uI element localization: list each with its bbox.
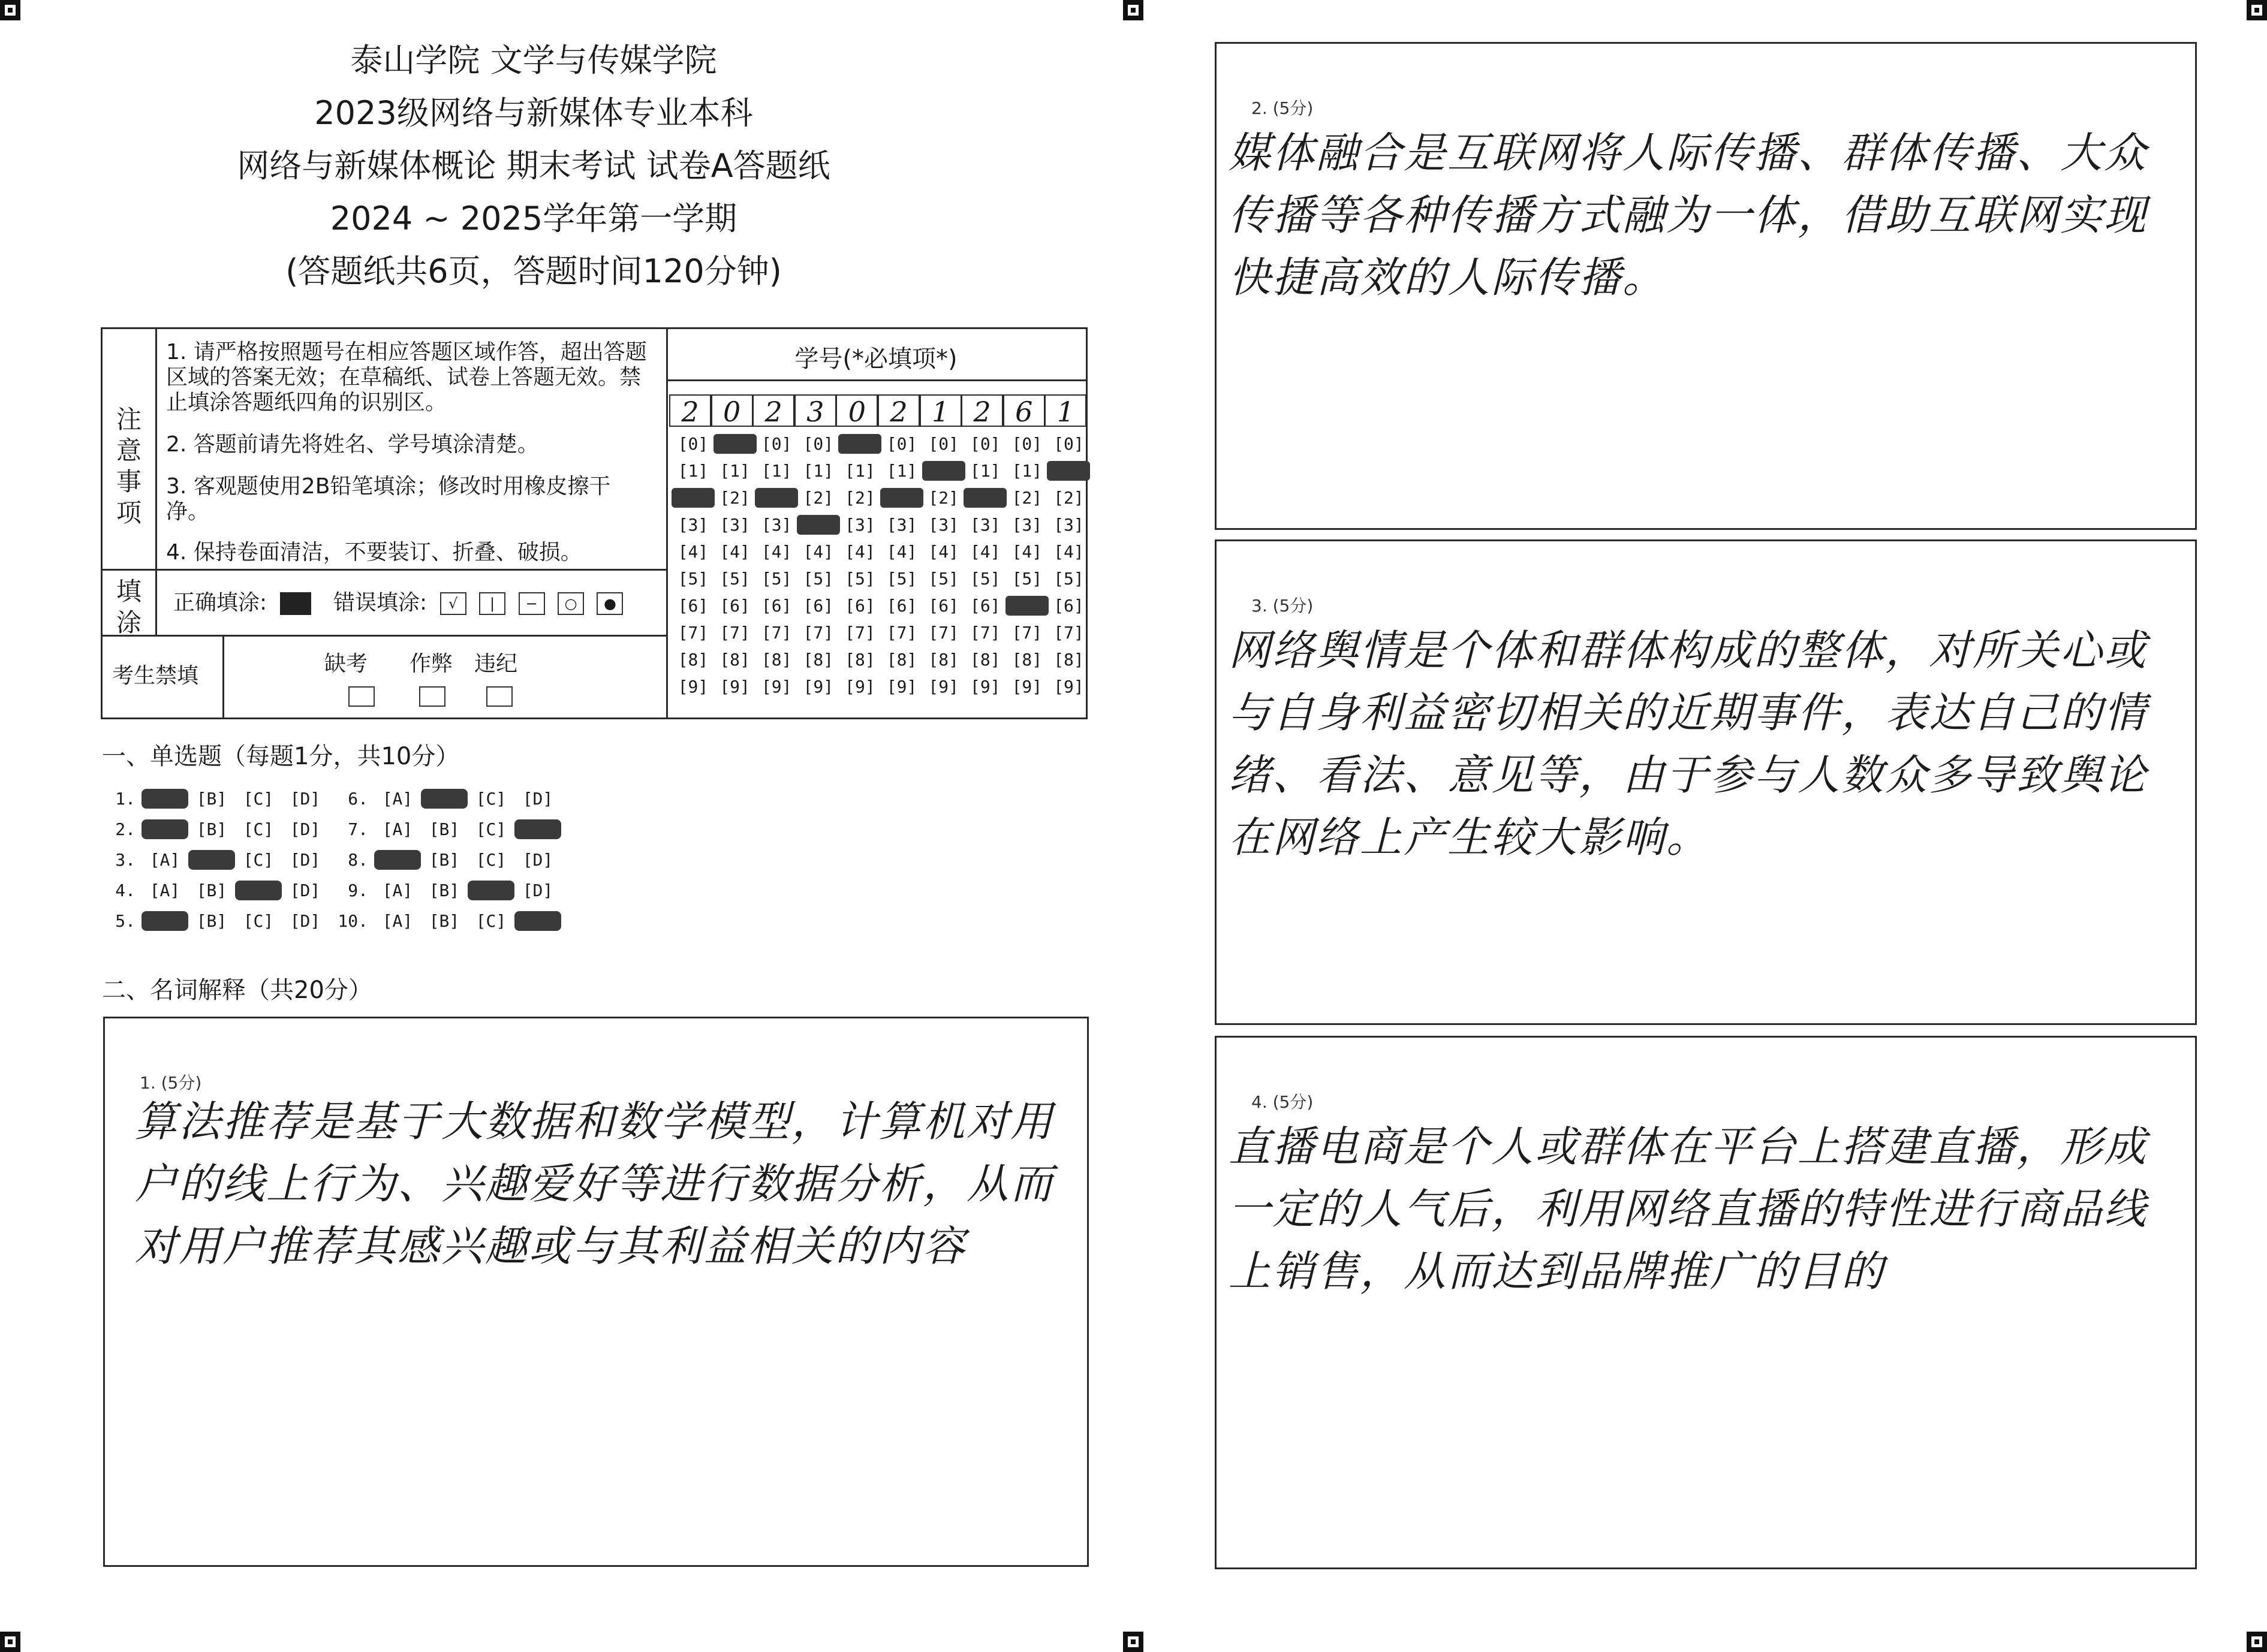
- answer-1-score: 1. (5分): [140, 1073, 202, 1093]
- notice-item-4: 4. 保持卷面清洁，不要装订、折叠、破损。: [166, 540, 582, 565]
- mc-option-b-filled[interactable]: [B]: [188, 850, 235, 870]
- corner-marker-bottom-left: [0, 1632, 20, 1652]
- mc-option-c-filled[interactable]: [C]: [468, 881, 514, 900]
- student-id-bubble[interactable]: [6]: [845, 596, 875, 616]
- student-id-bubble[interactable]: [3]: [928, 515, 959, 535]
- mc-option-d[interactable]: [D]: [522, 850, 553, 870]
- student-id-bubble[interactable]: [2]: [1011, 488, 1043, 508]
- mc-option-d[interactable]: [D]: [522, 881, 553, 900]
- mc-option-d[interactable]: [D]: [290, 881, 321, 900]
- mc-option-d[interactable]: [D]: [290, 819, 321, 839]
- student-id-bubble[interactable]: [6]: [970, 596, 1001, 616]
- mc-option-c[interactable]: [C]: [475, 850, 507, 870]
- mc-option-b[interactable]: [B]: [196, 789, 227, 809]
- mc-option-a-filled[interactable]: [A]: [142, 911, 188, 931]
- student-id-bubble[interactable]: [1]: [761, 461, 792, 481]
- student-id-bubble-filled[interactable]: [2]: [755, 488, 798, 508]
- student-id-bubble[interactable]: [5]: [845, 569, 875, 589]
- student-id-bubble[interactable]: [2]: [719, 488, 750, 508]
- answer-3-text: 网络舆情是个体和群体构成的整体，对所关心或与自身利益密切相关的近期事件，表达自己的情绪、看法、意见等，由于参与人数众多导致舆论在网络上产生较大影响。: [1229, 626, 2148, 862]
- wrong-mark-bar: |: [479, 592, 505, 615]
- student-id-bubble[interactable]: [2]: [845, 488, 875, 508]
- mc-question-number: 5.: [115, 911, 136, 931]
- mc-option-d[interactable]: [D]: [522, 789, 553, 809]
- student-id-bubble-filled[interactable]: [2]: [880, 488, 923, 508]
- student-id-bubble[interactable]: [9]: [719, 677, 750, 697]
- student-id-bubble[interactable]: [9]: [970, 677, 1001, 697]
- student-id-bubble[interactable]: [0]: [761, 434, 792, 454]
- answer-4-score: 4. (5分): [1251, 1092, 1314, 1112]
- mc-question-row: [335, 881, 561, 900]
- mc-option-b-filled[interactable]: [B]: [421, 789, 468, 809]
- student-id-bubble[interactable]: [0]: [1053, 434, 1084, 454]
- student-id-bubble[interactable]: [6]: [678, 596, 709, 616]
- student-id-bubble[interactable]: [7]: [803, 623, 834, 643]
- student-id-bubble[interactable]: [9]: [928, 677, 959, 697]
- student-id-bubble[interactable]: [1]: [970, 461, 1001, 481]
- header-major: 2023级网络与新媒体专业本科: [314, 94, 753, 132]
- mc-question-row: [335, 850, 561, 870]
- answer-3-score: 3. (5分): [1251, 596, 1314, 616]
- student-id-bubble[interactable]: [7]: [678, 623, 709, 643]
- student-id-bubble[interactable]: [9]: [678, 677, 709, 697]
- student-id-bubble[interactable]: [8]: [761, 650, 792, 670]
- flag-cheating-label: 作弊: [410, 652, 453, 676]
- student-id-bubble[interactable]: [5]: [678, 569, 709, 589]
- student-id-bubble[interactable]: [4]: [678, 542, 709, 562]
- mc-option-a[interactable]: [A]: [382, 819, 413, 839]
- mc-option-a-filled[interactable]: [A]: [374, 850, 421, 870]
- corner-marker-top-right: [2247, 0, 2267, 20]
- mc-option-c[interactable]: [C]: [243, 911, 274, 931]
- mc-option-b[interactable]: [B]: [196, 881, 227, 900]
- mc-option-c[interactable]: [C]: [243, 819, 274, 839]
- notice-item-1: 1. 请严格按照题号在相应答题区域作答，超出答题区域的答案无效；在草稿纸、试卷上答题无效。禁止填涂答题纸四角的识别区。: [166, 340, 647, 415]
- mc-option-d[interactable]: [D]: [290, 789, 321, 809]
- student-id-bubble[interactable]: [5]: [719, 569, 750, 589]
- student-id-bubble[interactable]: [1]: [845, 461, 875, 481]
- student-id-bubble[interactable]: [0]: [928, 434, 959, 454]
- student-id-digit-7[interactable]: 1: [920, 394, 962, 427]
- wrong-fill-label: 错误填涂:: [333, 590, 427, 615]
- student-id-bubble[interactable]: [3]: [1011, 515, 1043, 535]
- student-id-bubble[interactable]: [4]: [1053, 542, 1084, 562]
- mc-question-row: [102, 850, 329, 870]
- correct-fill-label: 正确填涂:: [173, 590, 267, 615]
- mc-option-b[interactable]: [B]: [196, 819, 227, 839]
- mc-question-row: [102, 881, 329, 900]
- student-id-bubble-filled[interactable]: [3]: [797, 515, 840, 535]
- header-school: 泰山学院 文学与传媒学院: [350, 41, 717, 79]
- student-id-bubble[interactable]: [7]: [1053, 623, 1084, 643]
- answer-box-4[interactable]: [1215, 1036, 2197, 1569]
- student-id-digit-4[interactable]: 3: [794, 394, 836, 427]
- student-id-bubble-row: [672, 623, 1089, 650]
- mc-option-d-filled[interactable]: [D]: [514, 819, 561, 839]
- mc-option-c[interactable]: [C]: [475, 789, 507, 809]
- student-id-bubble-row: [672, 569, 1089, 596]
- student-id-bubble[interactable]: [8]: [1053, 650, 1084, 670]
- student-id-bubble-filled[interactable]: [2]: [964, 488, 1007, 508]
- student-id-bubble[interactable]: [1]: [1011, 461, 1043, 481]
- notice-item-3: 3. 客观题使用2B铅笔填涂；修改时用橡皮擦干净。: [166, 474, 611, 524]
- mc-option-a[interactable]: [A]: [149, 850, 180, 870]
- flag-violation-label: 违纪: [474, 652, 518, 676]
- flag-violation-box[interactable]: [486, 686, 513, 707]
- student-id-bubble[interactable]: [5]: [928, 569, 959, 589]
- student-id-bubble[interactable]: [7]: [1011, 623, 1043, 643]
- student-id-bubble-filled[interactable]: [0]: [838, 434, 881, 454]
- student-id-bubble[interactable]: [8]: [719, 650, 750, 670]
- section2-title: 二、名词解释（共20分）: [102, 976, 372, 1004]
- student-id-bubble[interactable]: [6]: [803, 596, 834, 616]
- mc-question-number: 8.: [348, 850, 368, 870]
- student-id-bubble[interactable]: [5]: [761, 569, 792, 589]
- student-id-digit-3[interactable]: 2: [752, 394, 794, 427]
- mc-option-a[interactable]: [A]: [382, 911, 413, 931]
- notice-label: 注意事项: [116, 405, 142, 527]
- correct-fill-sample: [280, 592, 311, 615]
- student-id-bubble-row: [672, 596, 1089, 623]
- flag-absent-label: 缺考: [324, 652, 368, 676]
- answer-4-text: 直播电商是个人或群体在平台上搭建直播，形成一定的人气后，利用网络直播的特性进行商品线上销售，从而达到品牌推广的目的: [1229, 1122, 2148, 1296]
- student-id-bubble[interactable]: [9]: [761, 677, 792, 697]
- student-id-bubble[interactable]: [3]: [719, 515, 750, 535]
- mc-question-row: [102, 819, 329, 839]
- mc-question-row: [102, 911, 329, 931]
- student-id-digit-10[interactable]: 1: [1044, 394, 1086, 427]
- student-id-bubble[interactable]: [5]: [1053, 569, 1084, 589]
- mc-question-number: 1.: [115, 789, 136, 809]
- answer-1-text: 算法推荐是基于大数据和数学模型，计算机对用户的线上行为、兴趣爱好等进行数据分析，从而对用户推荐其感兴趣或与其利益相关的内容: [135, 1097, 1054, 1271]
- student-id-bubble[interactable]: [8]: [678, 650, 709, 670]
- mc-option-b[interactable]: [B]: [429, 881, 460, 900]
- student-id-bubble[interactable]: [1]: [803, 461, 834, 481]
- header-note: (答题纸共6页，答题时间120分钟): [285, 252, 782, 290]
- student-id-bubble[interactable]: [8]: [1011, 650, 1043, 670]
- student-id-bubble[interactable]: [1]: [719, 461, 750, 481]
- student-id-bubble[interactable]: [5]: [803, 569, 834, 589]
- student-id-bubble[interactable]: [5]: [970, 569, 1001, 589]
- student-id-label: 学号(*必填项*): [794, 345, 958, 373]
- answer-box-3[interactable]: [1215, 539, 2197, 1025]
- wrong-mark-dot: ●: [597, 592, 623, 615]
- notice-item-2: 2. 答题前请先将姓名、学号填涂清楚。: [166, 432, 539, 457]
- student-id-bubble-row: [672, 542, 1089, 569]
- mc-question-row: [102, 789, 329, 809]
- mc-question-row: [335, 819, 561, 839]
- wrong-mark-circle: ○: [558, 592, 584, 615]
- mc-option-a-filled[interactable]: [A]: [142, 819, 188, 839]
- corner-marker-bottom-middle: [1123, 1632, 1143, 1652]
- wrong-mark-check: √: [440, 592, 466, 615]
- mc-question-number: 9.: [348, 881, 368, 900]
- student-id-bubble[interactable]: [1]: [678, 461, 709, 481]
- mc-option-d-filled[interactable]: [D]: [514, 911, 561, 931]
- student-id-digit-5[interactable]: 0: [836, 394, 878, 427]
- student-id-bubble[interactable]: [4]: [886, 542, 917, 562]
- student-id-bubble[interactable]: [6]: [719, 596, 750, 616]
- student-id-bubble[interactable]: [7]: [928, 623, 959, 643]
- student-id-bubble[interactable]: [7]: [719, 623, 750, 643]
- student-id-bubble[interactable]: [9]: [845, 677, 875, 697]
- student-id-bubble-row: [672, 650, 1089, 677]
- mc-option-c[interactable]: [C]: [243, 850, 274, 870]
- student-id-bubble-filled[interactable]: [1]: [922, 461, 965, 481]
- student-id-bubble[interactable]: [7]: [845, 623, 875, 643]
- student-id-bubble[interactable]: [9]: [1053, 677, 1084, 697]
- student-id-bubble[interactable]: [8]: [970, 650, 1001, 670]
- wrong-mark-dash: −: [519, 592, 545, 615]
- header-exam-title: 网络与新媒体概论 期末考试 试卷A答题纸: [237, 147, 830, 185]
- student-id-bubble-filled[interactable]: [6]: [1005, 596, 1049, 616]
- corner-marker-bottom-right: [2247, 1632, 2267, 1652]
- student-id-bubble[interactable]: [0]: [886, 434, 917, 454]
- student-id-bubble-row: [672, 515, 1089, 542]
- student-id-bubble[interactable]: [3]: [886, 515, 917, 535]
- student-id-digit-6[interactable]: 2: [878, 394, 920, 427]
- mc-option-b[interactable]: [B]: [429, 911, 460, 931]
- student-id-bubble[interactable]: [7]: [761, 623, 792, 643]
- student-id-bubble[interactable]: [4]: [803, 542, 834, 562]
- student-id-digit-9[interactable]: 6: [1003, 394, 1045, 427]
- mc-question-number: 7.: [348, 819, 368, 839]
- student-id-bubble[interactable]: [4]: [970, 542, 1001, 562]
- student-id-bubble[interactable]: [8]: [886, 650, 917, 670]
- fill-label: 填涂: [116, 577, 142, 637]
- student-id-bubble[interactable]: [2]: [928, 488, 959, 508]
- mc-question-number: 3.: [115, 850, 136, 870]
- answer-box-2[interactable]: [1215, 42, 2197, 530]
- student-id-bubble[interactable]: [4]: [1011, 542, 1043, 562]
- section1-title: 一、单选题（每题1分，共10分）: [102, 743, 460, 770]
- student-id-bubble[interactable]: [3]: [845, 515, 875, 535]
- mc-option-a[interactable]: [A]: [382, 789, 413, 809]
- student-id-bubble[interactable]: [3]: [970, 515, 1001, 535]
- mc-question-row: [335, 789, 561, 809]
- header-term: 2024 ~ 2025学年第一学期: [330, 200, 737, 237]
- student-id-bubble[interactable]: [3]: [761, 515, 792, 535]
- student-id-digit-8[interactable]: 2: [961, 394, 1003, 427]
- exam-flags-label: 考生禁填: [112, 664, 199, 688]
- student-id-bubble[interactable]: [5]: [886, 569, 917, 589]
- student-id-bubble[interactable]: [9]: [1011, 677, 1043, 697]
- student-id-digit-2[interactable]: 0: [711, 394, 753, 427]
- student-id-bubble[interactable]: [3]: [678, 515, 709, 535]
- student-id-bubble[interactable]: [7]: [970, 623, 1001, 643]
- student-id-bubble[interactable]: [4]: [845, 542, 875, 562]
- mc-option-c-filled[interactable]: [C]: [235, 881, 282, 900]
- flag-absent-box[interactable]: [348, 686, 375, 707]
- student-id-bubble-row: [672, 434, 1089, 461]
- student-id-digit-1[interactable]: 2: [669, 394, 711, 427]
- mc-option-d[interactable]: [D]: [290, 850, 321, 870]
- student-id-bubble[interactable]: [8]: [803, 650, 834, 670]
- student-id-bubble[interactable]: [6]: [1053, 596, 1084, 616]
- student-id-bubble[interactable]: [0]: [970, 434, 1001, 454]
- student-id-bubble-filled[interactable]: [2]: [672, 488, 715, 508]
- mc-question-number: 2.: [115, 819, 136, 839]
- student-id-bubble[interactable]: [8]: [928, 650, 959, 670]
- student-id-bubble[interactable]: [7]: [886, 623, 917, 643]
- student-id-bubble-row: [672, 461, 1089, 488]
- corner-marker-top-middle: [1123, 0, 1143, 20]
- mc-option-a[interactable]: [A]: [149, 881, 180, 900]
- mc-option-a[interactable]: [A]: [382, 881, 413, 900]
- answer-2-text: 媒体融合是互联网将人际传播、群体传播、大众传播等各种传播方式融为一体，借助互联网实现快捷高效的人际传播。: [1229, 128, 2148, 302]
- answer-box-1[interactable]: [103, 1017, 1089, 1567]
- student-id-bubble[interactable]: [6]: [761, 596, 792, 616]
- mc-question-number: 10.: [338, 911, 368, 931]
- student-id-bubble[interactable]: [2]: [1053, 488, 1084, 508]
- student-id-bubble[interactable]: [4]: [928, 542, 959, 562]
- student-id-bubble[interactable]: [8]: [845, 650, 875, 670]
- fill-example-row: [173, 590, 653, 616]
- mc-option-a-filled[interactable]: [A]: [142, 789, 188, 809]
- mc-option-d[interactable]: [D]: [290, 911, 321, 931]
- mc-option-c[interactable]: [C]: [475, 819, 507, 839]
- student-id-bubble[interactable]: [6]: [928, 596, 959, 616]
- student-id-bubble[interactable]: [4]: [719, 542, 750, 562]
- student-id-bubble[interactable]: [0]: [678, 434, 709, 454]
- mc-option-b[interactable]: [B]: [429, 819, 460, 839]
- student-id-bubble-filled[interactable]: [1]: [1047, 461, 1090, 481]
- mc-question-number: 4.: [115, 881, 136, 900]
- mc-option-c[interactable]: [C]: [243, 789, 274, 809]
- student-id-bubble-row: [672, 488, 1089, 515]
- student-id-bubble[interactable]: [0]: [803, 434, 834, 454]
- answer-2-score: 2. (5分): [1251, 98, 1314, 118]
- corner-marker-top-left: [0, 0, 20, 20]
- student-id-bubble[interactable]: [4]: [761, 542, 792, 562]
- student-id-bubble[interactable]: [5]: [1011, 569, 1043, 589]
- student-id-bubble[interactable]: [9]: [803, 677, 834, 697]
- student-id-bubble[interactable]: [6]: [886, 596, 917, 616]
- mc-question-number: 6.: [348, 789, 368, 809]
- student-id-bubble-filled[interactable]: [0]: [713, 434, 757, 454]
- student-id-bubble[interactable]: [3]: [1053, 515, 1084, 535]
- student-id-bubble[interactable]: [1]: [886, 461, 917, 481]
- mc-option-b[interactable]: [B]: [429, 850, 460, 870]
- mc-option-b[interactable]: [B]: [196, 911, 227, 931]
- student-id-bubble[interactable]: [2]: [803, 488, 834, 508]
- student-id-bubble[interactable]: [9]: [886, 677, 917, 697]
- student-id-bubble[interactable]: [0]: [1011, 434, 1043, 454]
- student-id-bubble-row: [672, 677, 1089, 704]
- flag-cheating-box[interactable]: [419, 686, 445, 707]
- mc-question-row: [335, 911, 561, 931]
- mc-option-c[interactable]: [C]: [475, 911, 507, 931]
- student-id-bubble-grid: [672, 434, 1089, 704]
